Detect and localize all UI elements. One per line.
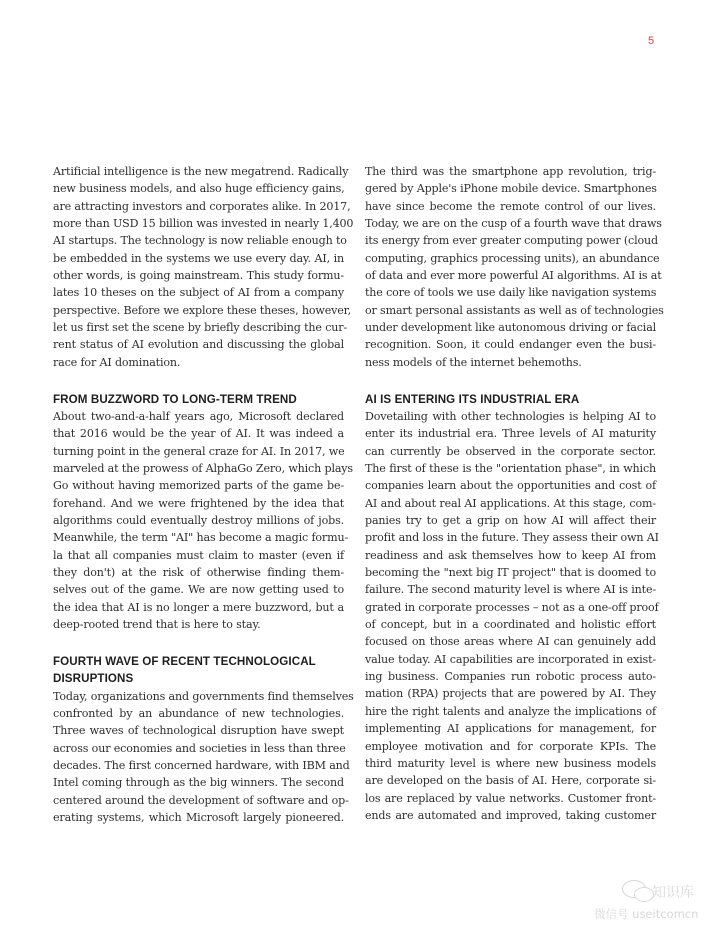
text-line: becoming the "next big IT project" that is doomed to <box>365 566 656 580</box>
text-line: hire the right talents and analyze the implications of <box>365 704 656 718</box>
text-line: perspective. Before we explore these theses, however, <box>53 303 351 317</box>
text-line: deep-rooted trend that is here to stay. <box>53 618 261 632</box>
text-line: turning point in the general craze for AI. In 2017, we <box>53 444 345 458</box>
text-line: computing, graphics processing units), an abundance <box>365 251 660 265</box>
text-line: under development like autonomous driving or facial <box>365 321 657 335</box>
watermark-name: 知识库 <box>652 885 694 901</box>
text-line: new business models, and also huge efficiency gains, <box>53 182 345 196</box>
text-line: its energy from ever greater computing power (cloud <box>365 234 658 248</box>
text-line: of concept, but in a coordinated and holistic effort <box>365 618 656 632</box>
text-line: panies try to get a grip on how AI will affect their <box>365 514 656 528</box>
wechat-icon-bubble <box>634 887 654 902</box>
text-line: forehand. And we were frightened by the idea that <box>53 496 344 510</box>
text-line: confronted by an abundance of new technologies. <box>53 706 344 720</box>
section-gap <box>53 633 344 653</box>
text-line: be embedded in the systems we use every day. AI, in <box>53 251 344 265</box>
heading-line: AI IS ENTERING ITS INDUSTRIAL ERA <box>365 392 580 406</box>
text-line: failure. The second maturity level is where AI is inte- <box>365 583 656 597</box>
text-line: ends are automated and improved, taking customer <box>365 808 656 822</box>
paragraph <box>365 163 664 371</box>
text-line: AI and about real AI applications. At this stage, com- <box>365 496 656 510</box>
heading-line: DISRUPTIONS <box>53 672 134 686</box>
text-line: companies learn about the opportunities and cost of <box>365 479 656 493</box>
section-gap <box>365 371 656 391</box>
text-line: Meanwhile, the term "AI" has become a magic formu- <box>53 531 349 545</box>
watermark-account: 微信号 useitcomcn <box>594 907 699 921</box>
text-line: focused on those areas where AI can genuinely add <box>365 635 656 649</box>
text-line: of data and ever more powerful AI algorithms. AI is at <box>365 269 662 283</box>
text-line: are developed on the basis of AI. Here, corporate si- <box>365 774 656 788</box>
paragraph <box>365 408 659 824</box>
text-line: the idea that AI is no longer a mere buzzword, but a <box>53 600 344 614</box>
paragraph <box>53 688 354 827</box>
text-line: gered by Apple's iPhone mobile device. Smartphones <box>365 182 657 196</box>
text-line: selves out of the game. We are now getting used to <box>53 583 344 597</box>
text-line: third maturity level is where new business models <box>365 756 656 770</box>
text-line: they don't) at the risk of otherwise finding them- <box>53 566 344 580</box>
text-line: ing business. Companies run robotic process auto- <box>365 670 656 684</box>
text-line: About two-and-a-half years ago, Microsoft declared <box>53 409 344 423</box>
text-line: are attracting investors and corporates alike. In 2017, <box>53 199 351 213</box>
text-line: Go without having memorized parts of the game be- <box>53 479 344 493</box>
right-column <box>365 163 664 824</box>
heading-line: FROM BUZZWORD TO LONG-TERM TREND <box>53 392 297 406</box>
text-line: Artificial intelligence is the new megatrend. Radically <box>53 165 349 178</box>
text-line: algorithms could eventually destroy millions of jobs. <box>53 514 344 528</box>
text-line: or smart personal assistants as well as of technologies <box>365 303 664 317</box>
text-line: have since become the remote control of our lives. <box>365 199 656 213</box>
section-heading <box>365 391 656 408</box>
text-line: The third was the smartphone app revolution, trig- <box>365 165 656 178</box>
left-column <box>53 163 354 826</box>
section-heading <box>53 391 344 408</box>
text-line: across our economies and societies in less than three <box>53 741 346 755</box>
text-line: grated in corporate processes – not as a one-off proof <box>365 600 659 614</box>
text-line: can currently be observed in the corporate sector. <box>365 444 656 458</box>
paragraph <box>53 408 353 633</box>
text-line: Today, organizations and governments find themselves <box>53 689 354 703</box>
section-gap <box>53 371 344 391</box>
text-line: profit and loss in the future. They assess their own AI <box>365 531 659 545</box>
heading-line: FOURTH WAVE OF RECENT TECHNOLOGICAL <box>53 654 316 668</box>
text-line: Today, we are on the cusp of a fourth wave that draws <box>365 217 662 231</box>
text-line: more than USD 15 billion was invested in nearly 1,400 <box>53 217 354 231</box>
section-heading <box>53 653 344 688</box>
text-line: readiness and ask themselves how to keep AI from <box>365 548 656 562</box>
text-line: race for AI domination. <box>53 355 181 369</box>
text-line: value today. AI capabilities are incorporated in exist- <box>365 652 656 666</box>
text-line: lates 10 theses on the subject of AI from a company <box>53 286 344 300</box>
text-line: The first of these is the "orientation phase", in which <box>365 462 656 475</box>
text-line: marveled at the prowess of AlphaGo Zero, which plays <box>53 462 353 475</box>
text-line: los are replaced by value networks. Customer front- <box>365 791 656 805</box>
text-line: centered around the development of software and op- <box>53 793 349 807</box>
text-line: mation (RPA) projects that are powered by AI. They <box>365 687 656 701</box>
text-line: enter its industrial era. Three levels of AI maturity <box>365 427 656 441</box>
text-line: the core of tools we use daily like navigation systems <box>365 286 657 300</box>
text-line: recognition. Soon, it could endanger even the busi- <box>365 338 656 352</box>
text-line: that 2016 would be the year of AI. It was indeed a <box>53 427 344 441</box>
text-line: Intel coming through as the big winners. The second <box>53 776 344 790</box>
text-line: ness models of the internet behemoths. <box>365 355 582 369</box>
text-line: other words, is going mainstream. This study formu- <box>53 269 344 283</box>
paragraph <box>53 163 354 371</box>
text-line: employee motivation and for corporate KPIs. The <box>365 739 656 753</box>
text-line: rent status of AI evolution and discussing the global <box>53 338 344 352</box>
text-line: Dovetailing with other technologies is helping AI to <box>365 409 656 423</box>
page-number: 5 <box>648 35 655 47</box>
text-line: AI startups. The technology is now reliable enough to <box>53 234 347 248</box>
text-line: implementing AI applications for management, for <box>365 722 656 736</box>
text-line: la that all companies must claim to master (even if <box>53 548 344 562</box>
text-line: erating systems, which Microsoft largely pioneered. <box>53 811 344 825</box>
text-line: Three waves of technological disruption have swept <box>53 724 344 738</box>
text-line: let us first set the scene by briefly describing the cur- <box>53 321 348 335</box>
text-line: decades. The first concerned hardware, with IBM and <box>53 759 350 772</box>
